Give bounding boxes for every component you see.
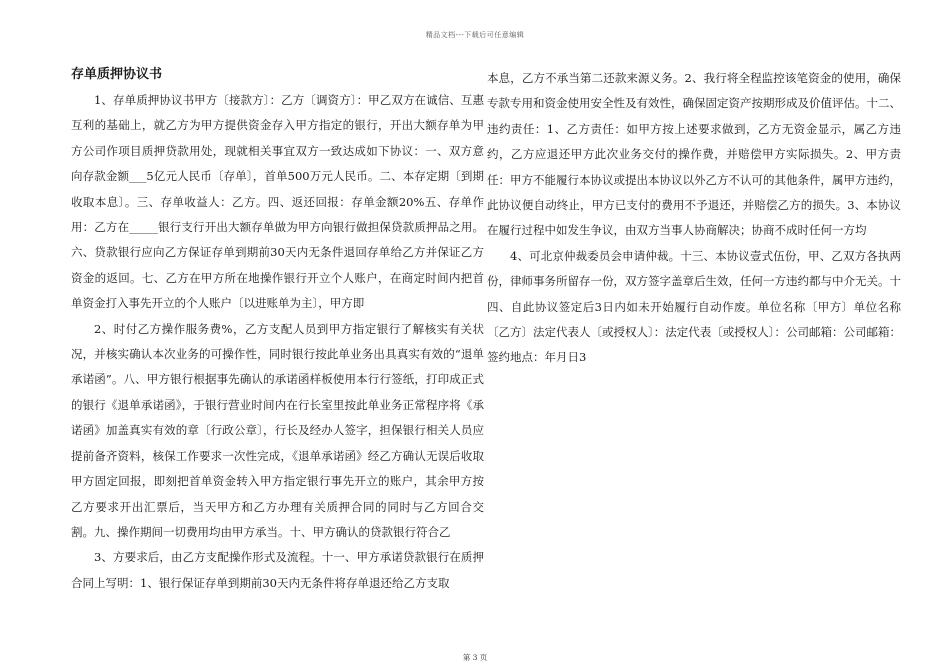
paragraph-4: 4、可北京仲裁委员会申请仲裁。十三、本协议壹式伍份，甲、乙双方各执两份，律师事务所留存一份，双方签字盖章后生效，任何一方违约都与中介无关。十四、自此协议签定后3日内如未开始履行自动作废。单位名称〔甲方〕单位名称〔乙方〕法定代表人〔或授权人〕：法定代表〔或授权人〕：公司邮箱：公司邮箱：签约地点：年月日3 bbox=[487, 248, 901, 365]
paragraph-1: 1、存单质押协议书甲方〔接款方〕：乙方〔调资方〕：甲乙双方在诚信、互惠互利的基础上，就乙方为甲方提供资金存入甲方指定的银行，开出大额存单为甲方公司作项目质押贷款用处，现就相关事宜双方一致达成如下协议：一、双方意向存款金额___5亿元人民币〔存单〕，首单500万元人民币。二、本存定期〔到期收取本息〕。三、存单收益人：乙方。四、返还回报：存单金额20%五、存单作用：乙方在_____银行支行开出大额存单做为甲方向银行做担保贷款质押品之用。六、贷款银行应向乙方保证存单到期前30天内无条件退回存单给乙方并保证乙方资金的返回。七、乙方在甲方所在地操作银行开立个人账户，在商定时间内把首单资金打入事先开立的个人账户〔以进账单为主〕，甲方即 bbox=[71, 93, 484, 311]
document-title: 存单质押协议书 bbox=[71, 67, 163, 82]
page-number: 第 3 页 bbox=[462, 653, 488, 662]
paragraph-3: 3、方要求后，由乙方支配操作形式及流程。十一、甲方承诺贷款银行在质押合同上写明：1、银行保证存单到期前30天内无条件将存单退还给乙方支取 bbox=[71, 550, 484, 590]
right-column bbox=[487, 66, 901, 371]
left-column bbox=[71, 64, 484, 596]
paragraph-2: 2、时付乙方操作服务费%，乙方支配人员到甲方指定银行了解核实有关状况，并核实确认本次业务的可操作性，同时银行按此单业务出具真实有效的“退单承诺函”。八、甲方银行根据事先确认的承诺函样板使用本行行签纸，打印成正式的银行《退单承诺函》，于银行营业时间内在行长室里按此单业务正常程序将《承诺函》加盖真实有效的章〔行政公章〕，行长及经办人签字，担保银行相关人员应提前备齐资料，核保工作要求一次性完成，《退单承诺函》经乙方确认无误后收取甲方固定回报，即刻把首单资金转入甲方指定银行事先开立的账户，其余甲方按乙方要求开出汇票后，当天甲方和乙方办理有关质押合同的同时与乙方回合交割。九、操作期间一切费用均由甲方承当。十、甲方确认的贷款银行符合乙 bbox=[71, 321, 484, 539]
page-header: 精品文档---下载后可任意编辑 bbox=[425, 31, 525, 39]
paragraph-3-continued: 本息，乙方不承当第二还款来源义务。2、我行将全程监控该笔资金的使用，确保专款专用和资金使用安全性及有效性，确保固定资产按期形成及价值评估。十二、违约责任：1、乙方责任：如甲方按上述要求做到，乙方无资金显示，属乙方违约，乙方应退还甲方此次业务交付的操作费，并赔偿甲方实际损失。2、甲方责任：甲方不能履行本协议或提出本协议以外乙方不认可的其他条件，属甲方违约，此协议便自动终止，甲方已支付的费用不予退还，并赔偿乙方的损失。3、本协议在履行过程中如发生争议，由双方当事人协商解决；协商不成时任何一方均 bbox=[487, 71, 901, 238]
